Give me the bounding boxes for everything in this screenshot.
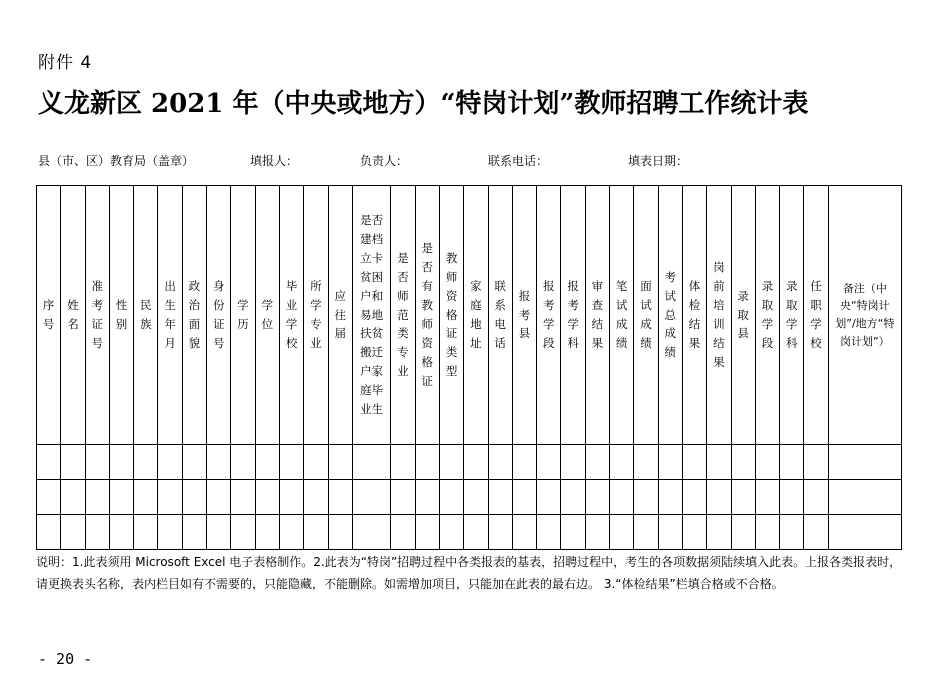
header-cell: 任职学校 xyxy=(804,186,828,445)
table-cell[interactable] xyxy=(415,515,439,550)
table-cell[interactable] xyxy=(634,480,658,515)
notes: 说明：1.此表须用 Microsoft Excel 电子表格制作。2.此表为“特岗”招聘过程中各类报表的基表，招聘过程中，考生的各项数据须陆续填入此表。上报各类报表时，请更换表头名称，表内栏目如有不需要的，只能隐藏，不能删除。如需增加项目，只能加在此表的最右边。 3.“体检结果”栏填合格或不合格。 xyxy=(36,555,902,591)
table-cell[interactable] xyxy=(207,480,231,515)
page-title: 义龙新区 2021 年（中央或地方）“特岗计划”教师招聘工作统计表 xyxy=(38,89,809,119)
header-cell: 准考证号 xyxy=(85,186,109,445)
header-cell: 教师资格证类型 xyxy=(439,186,463,445)
table-cell[interactable] xyxy=(391,515,415,550)
table-cell[interactable] xyxy=(85,445,109,480)
table-cell[interactable] xyxy=(658,480,682,515)
table-cell[interactable] xyxy=(780,515,804,550)
table-cell[interactable] xyxy=(439,445,463,480)
info-unit: 县（市、区）教育局（盖章） xyxy=(38,154,195,168)
header-cell: 政治面貌 xyxy=(182,186,206,445)
table-cell[interactable] xyxy=(182,515,206,550)
header-cell: 应往届 xyxy=(328,186,352,445)
table-cell[interactable] xyxy=(512,445,536,480)
table-cell[interactable] xyxy=(634,445,658,480)
table-cell[interactable] xyxy=(707,445,731,480)
table-cell[interactable] xyxy=(682,480,706,515)
table-cell[interactable] xyxy=(780,480,804,515)
table-cell[interactable] xyxy=(755,445,779,480)
table-cell[interactable] xyxy=(537,445,561,480)
header-cell: 面试成绩 xyxy=(634,186,658,445)
table-cell[interactable] xyxy=(37,480,61,515)
header-cell: 联系电话 xyxy=(488,186,512,445)
header-cell: 身份证号 xyxy=(207,186,231,445)
table-cell[interactable] xyxy=(328,445,352,480)
table-cell[interactable] xyxy=(561,515,585,550)
table-cell[interactable] xyxy=(488,515,512,550)
info-phone: 联系电话： xyxy=(488,154,549,168)
table-cell[interactable] xyxy=(707,480,731,515)
page-number: - 20 - xyxy=(38,650,93,668)
table-cell[interactable] xyxy=(682,515,706,550)
header-cell: 报考县 xyxy=(512,186,536,445)
table-cell[interactable] xyxy=(731,445,755,480)
table-cell[interactable] xyxy=(682,445,706,480)
table-cell[interactable] xyxy=(804,445,828,480)
table-cell[interactable] xyxy=(658,515,682,550)
table-cell[interactable] xyxy=(585,445,609,480)
header-cell: 民族 xyxy=(134,186,158,445)
table-cell[interactable] xyxy=(828,445,901,480)
attachment-label: 附件 4 xyxy=(38,53,93,73)
header-cell: 姓名 xyxy=(61,186,85,445)
table-cell[interactable] xyxy=(512,515,536,550)
header-cell: 是否师范类专业 xyxy=(391,186,415,445)
header-cell: 出生年月 xyxy=(158,186,182,445)
table-cell[interactable] xyxy=(352,480,390,515)
table-cell[interactable] xyxy=(134,480,158,515)
table-cell[interactable] xyxy=(512,480,536,515)
table-cell[interactable] xyxy=(707,515,731,550)
table-cell[interactable] xyxy=(464,445,488,480)
table-cell[interactable] xyxy=(585,515,609,550)
table-cell[interactable] xyxy=(804,480,828,515)
table-cell[interactable] xyxy=(439,515,463,550)
table-cell[interactable] xyxy=(415,445,439,480)
header-cell: 性别 xyxy=(109,186,133,445)
header-cell: 是否有教师资格证 xyxy=(415,186,439,445)
table-cell[interactable] xyxy=(537,480,561,515)
table-cell[interactable] xyxy=(804,515,828,550)
table-cell[interactable] xyxy=(439,480,463,515)
statistics-table xyxy=(36,185,902,550)
table-cell[interactable] xyxy=(85,515,109,550)
table-cell[interactable] xyxy=(255,515,279,550)
table-cell[interactable] xyxy=(85,480,109,515)
table-cell[interactable] xyxy=(61,515,85,550)
table-cell[interactable] xyxy=(158,515,182,550)
table-cell[interactable] xyxy=(231,445,255,480)
table-cell[interactable] xyxy=(488,445,512,480)
table-cell[interactable] xyxy=(304,480,328,515)
info-date: 填表日期： xyxy=(628,154,689,168)
table-cell[interactable] xyxy=(328,515,352,550)
table-cell[interactable] xyxy=(231,515,255,550)
header-cell: 体检结果 xyxy=(682,186,706,445)
table-cell[interactable] xyxy=(391,445,415,480)
table-cell[interactable] xyxy=(561,445,585,480)
header-cell: 报考学段 xyxy=(537,186,561,445)
header-cell: 报考学科 xyxy=(561,186,585,445)
header-cell: 岗前培训结果 xyxy=(707,186,731,445)
table-cell[interactable] xyxy=(780,445,804,480)
table-cell[interactable] xyxy=(415,480,439,515)
table-cell[interactable] xyxy=(207,445,231,480)
table-cell[interactable] xyxy=(391,480,415,515)
table-row xyxy=(37,480,902,515)
table-cell[interactable] xyxy=(464,480,488,515)
table-cell[interactable] xyxy=(610,515,634,550)
table-cell[interactable] xyxy=(352,445,390,480)
header-cell: 学历 xyxy=(231,186,255,445)
table-cell[interactable] xyxy=(134,445,158,480)
table-cell[interactable] xyxy=(561,480,585,515)
table-cell[interactable] xyxy=(255,445,279,480)
table-row xyxy=(37,515,902,550)
table-cell[interactable] xyxy=(610,445,634,480)
table-cell[interactable] xyxy=(755,515,779,550)
table-cell[interactable] xyxy=(109,445,133,480)
header-cell: 家庭地址 xyxy=(464,186,488,445)
table-cell[interactable] xyxy=(61,445,85,480)
header-cell: 录取县 xyxy=(731,186,755,445)
table-cell[interactable] xyxy=(585,480,609,515)
header-cell: 审查结果 xyxy=(585,186,609,445)
table-cell[interactable] xyxy=(304,515,328,550)
table-cell[interactable] xyxy=(488,480,512,515)
info-responsible: 负责人： xyxy=(360,154,409,168)
table-cell[interactable] xyxy=(37,515,61,550)
table-cell[interactable] xyxy=(207,515,231,550)
table-cell[interactable] xyxy=(134,515,158,550)
header-cell: 所学专业 xyxy=(304,186,328,445)
header-cell: 录取学段 xyxy=(755,186,779,445)
table-cell[interactable] xyxy=(610,480,634,515)
table-cell[interactable] xyxy=(158,445,182,480)
table-cell[interactable] xyxy=(61,480,85,515)
table-cell[interactable] xyxy=(109,480,133,515)
header-cell: 考试总成绩 xyxy=(658,186,682,445)
table-cell[interactable] xyxy=(158,480,182,515)
table-cell[interactable] xyxy=(658,445,682,480)
table-cell[interactable] xyxy=(279,480,303,515)
header-cell: 笔试成绩 xyxy=(610,186,634,445)
table-row xyxy=(37,445,902,480)
table-cell[interactable] xyxy=(37,445,61,480)
header-cell: 毕业学校 xyxy=(279,186,303,445)
table-cell[interactable] xyxy=(109,515,133,550)
table-cell[interactable] xyxy=(279,515,303,550)
table-cell[interactable] xyxy=(755,480,779,515)
header-cell: 是否建档立卡贫困户和易地扶贫搬迁户家庭毕业生 xyxy=(352,186,390,445)
table-cell[interactable] xyxy=(828,515,901,550)
table-cell[interactable] xyxy=(182,480,206,515)
table-cell[interactable] xyxy=(182,445,206,480)
header-cell: 序号 xyxy=(37,186,61,445)
table-cell[interactable] xyxy=(328,480,352,515)
table-cell[interactable] xyxy=(731,515,755,550)
header-cell: 学位 xyxy=(255,186,279,445)
table-cell[interactable] xyxy=(352,515,390,550)
table-body xyxy=(37,445,902,550)
table-cell[interactable] xyxy=(634,515,658,550)
info-filler: 填报人： xyxy=(250,154,299,168)
table-cell[interactable] xyxy=(464,515,488,550)
table-cell[interactable] xyxy=(537,515,561,550)
table-cell[interactable] xyxy=(828,480,901,515)
table-cell[interactable] xyxy=(231,480,255,515)
header-cell: 录取学科 xyxy=(780,186,804,445)
header-cell: 备注（中央“特岗计划”/地方“特岗计划”） xyxy=(828,186,901,445)
table-cell[interactable] xyxy=(279,445,303,480)
table-cell[interactable] xyxy=(731,480,755,515)
table-cell[interactable] xyxy=(304,445,328,480)
table-cell[interactable] xyxy=(255,480,279,515)
table-header-row xyxy=(37,186,902,445)
